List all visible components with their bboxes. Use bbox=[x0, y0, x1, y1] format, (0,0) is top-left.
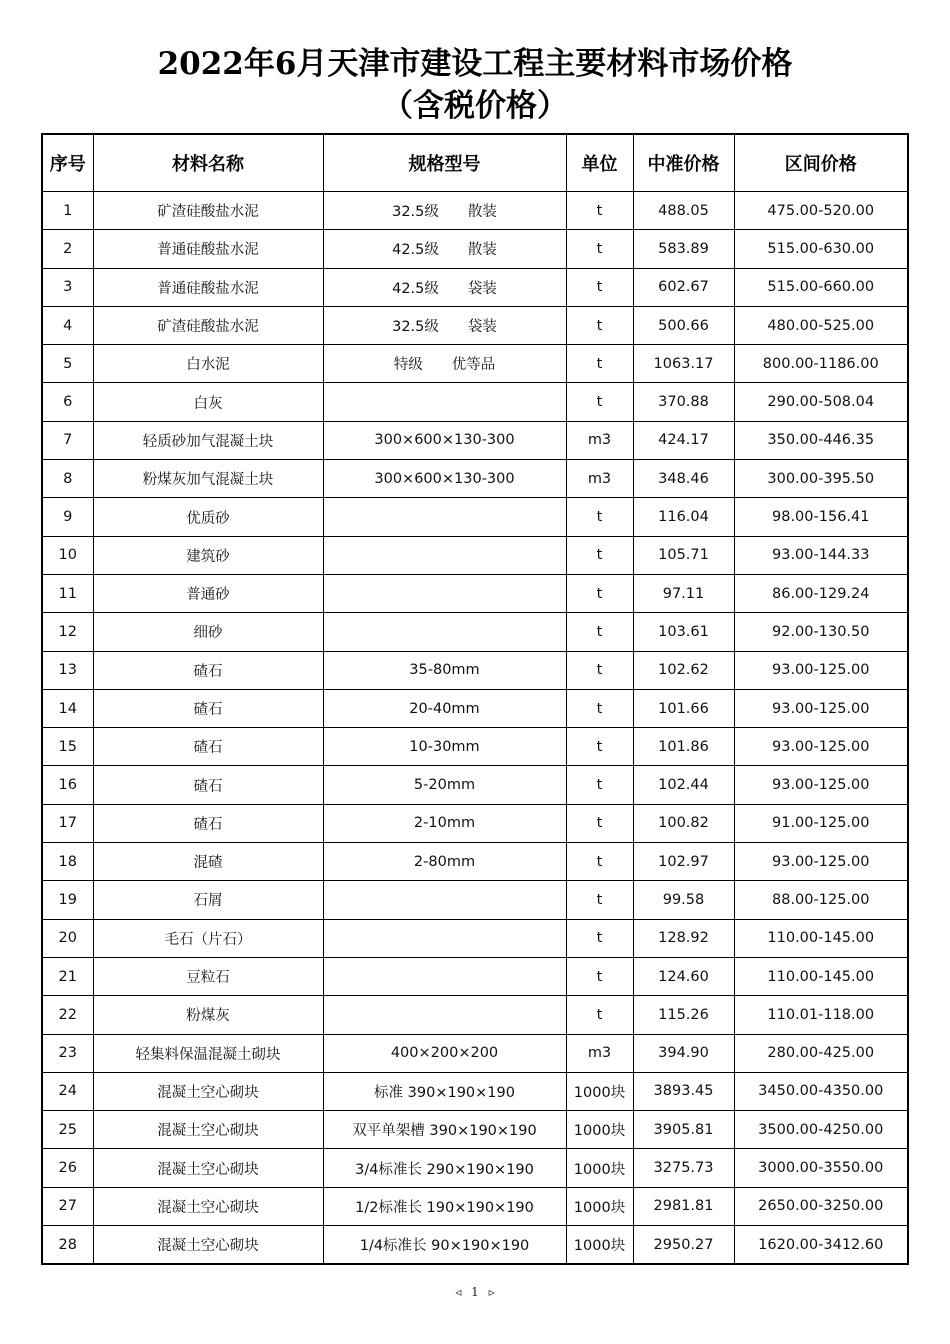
cell-mid-price: 2950.27 bbox=[633, 1226, 734, 1265]
cell-material-name: 轻集料保温混凝土砌块 bbox=[93, 1034, 323, 1072]
cell-price-range: 800.00-1186.00 bbox=[734, 345, 908, 383]
table-row bbox=[42, 881, 908, 919]
cell-index: 6 bbox=[42, 383, 93, 421]
cell-index: 1 bbox=[42, 192, 93, 230]
cell-index: 28 bbox=[42, 1226, 93, 1265]
table-row bbox=[42, 460, 908, 498]
page-subtitle: （含税价格） bbox=[382, 88, 568, 124]
cell-price-range: 3450.00-4350.00 bbox=[734, 1072, 908, 1110]
cell-price-range: 110.00-145.00 bbox=[734, 919, 908, 957]
table-row bbox=[42, 192, 908, 230]
cell-mid-price: 3275.73 bbox=[633, 1149, 734, 1187]
cell-index: 26 bbox=[42, 1149, 93, 1187]
cell-mid-price: 394.90 bbox=[633, 1034, 734, 1072]
cell-spec: 双平单架槽 390×190×190 bbox=[323, 1111, 566, 1149]
cell-spec: 42.5级 散装 bbox=[323, 230, 566, 268]
cell-unit: t bbox=[566, 919, 633, 957]
cell-index: 27 bbox=[42, 1187, 93, 1225]
cell-material-name: 混凝土空心砌块 bbox=[93, 1111, 323, 1149]
cell-material-name: 普通硅酸盐水泥 bbox=[93, 230, 323, 268]
table-row bbox=[42, 957, 908, 995]
table-row bbox=[42, 689, 908, 727]
cell-spec bbox=[323, 996, 566, 1034]
cell-spec: 特级 优等品 bbox=[323, 345, 566, 383]
cell-unit: 1000块 bbox=[566, 1072, 633, 1110]
table-row bbox=[42, 1187, 908, 1225]
cell-material-name: 碴石 bbox=[93, 804, 323, 842]
cell-spec bbox=[323, 383, 566, 421]
cell-price-range: 92.00-130.50 bbox=[734, 613, 908, 651]
table-row bbox=[42, 766, 908, 804]
cell-spec bbox=[323, 957, 566, 995]
table-row bbox=[42, 1072, 908, 1110]
cell-spec: 标准 390×190×190 bbox=[323, 1072, 566, 1110]
cell-mid-price: 370.88 bbox=[633, 383, 734, 421]
table-row bbox=[42, 498, 908, 536]
cell-spec: 2-10mm bbox=[323, 804, 566, 842]
cell-index: 19 bbox=[42, 881, 93, 919]
cell-mid-price: 102.97 bbox=[633, 843, 734, 881]
cell-mid-price: 602.67 bbox=[633, 268, 734, 306]
cell-spec: 300×600×130-300 bbox=[323, 421, 566, 459]
table-row bbox=[42, 230, 908, 268]
cell-price-range: 110.01-118.00 bbox=[734, 996, 908, 1034]
table-row bbox=[42, 613, 908, 651]
cell-mid-price: 583.89 bbox=[633, 230, 734, 268]
cell-spec: 32.5级 袋装 bbox=[323, 306, 566, 344]
cell-material-name: 毛石（片石） bbox=[93, 919, 323, 957]
cell-price-range: 93.00-125.00 bbox=[734, 843, 908, 881]
cell-index: 23 bbox=[42, 1034, 93, 1072]
cell-mid-price: 500.66 bbox=[633, 306, 734, 344]
cell-mid-price: 97.11 bbox=[633, 574, 734, 612]
cell-unit: t bbox=[566, 613, 633, 651]
table-row bbox=[42, 268, 908, 306]
cell-unit: t bbox=[566, 843, 633, 881]
next-page-mark: ▹ bbox=[488, 1285, 495, 1299]
cell-spec: 2-80mm bbox=[323, 843, 566, 881]
cell-index: 10 bbox=[42, 536, 93, 574]
cell-mid-price: 116.04 bbox=[633, 498, 734, 536]
cell-mid-price: 348.46 bbox=[633, 460, 734, 498]
table-row bbox=[42, 421, 908, 459]
cell-index: 11 bbox=[42, 574, 93, 612]
cell-index: 24 bbox=[42, 1072, 93, 1110]
price-table bbox=[41, 133, 909, 1265]
header-spec: 规格型号 bbox=[323, 134, 566, 192]
table-row bbox=[42, 996, 908, 1034]
cell-unit: t bbox=[566, 766, 633, 804]
cell-spec: 20-40mm bbox=[323, 689, 566, 727]
cell-spec bbox=[323, 881, 566, 919]
cell-mid-price: 99.58 bbox=[633, 881, 734, 919]
cell-index: 8 bbox=[42, 460, 93, 498]
cell-price-range: 98.00-156.41 bbox=[734, 498, 908, 536]
cell-price-range: 3500.00-4250.00 bbox=[734, 1111, 908, 1149]
cell-price-range: 91.00-125.00 bbox=[734, 804, 908, 842]
cell-price-range: 300.00-395.50 bbox=[734, 460, 908, 498]
cell-material-name: 普通砂 bbox=[93, 574, 323, 612]
cell-price-range: 93.00-125.00 bbox=[734, 728, 908, 766]
cell-mid-price: 115.26 bbox=[633, 996, 734, 1034]
cell-spec: 400×200×200 bbox=[323, 1034, 566, 1072]
cell-price-range: 290.00-508.04 bbox=[734, 383, 908, 421]
cell-spec: 300×600×130-300 bbox=[323, 460, 566, 498]
cell-spec bbox=[323, 919, 566, 957]
table-row bbox=[42, 919, 908, 957]
cell-unit: t bbox=[566, 345, 633, 383]
cell-price-range: 93.00-144.33 bbox=[734, 536, 908, 574]
cell-price-range: 93.00-125.00 bbox=[734, 766, 908, 804]
header-material-name: 材料名称 bbox=[93, 134, 323, 192]
cell-unit: m3 bbox=[566, 460, 633, 498]
header-index: 序号 bbox=[42, 134, 93, 192]
cell-spec: 1/4标准长 90×190×190 bbox=[323, 1226, 566, 1265]
cell-index: 3 bbox=[42, 268, 93, 306]
cell-material-name: 粉煤灰 bbox=[93, 996, 323, 1034]
cell-spec bbox=[323, 613, 566, 651]
table-row bbox=[42, 536, 908, 574]
cell-index: 20 bbox=[42, 919, 93, 957]
cell-material-name: 石屑 bbox=[93, 881, 323, 919]
cell-price-range: 110.00-145.00 bbox=[734, 957, 908, 995]
cell-material-name: 白灰 bbox=[93, 383, 323, 421]
table-row bbox=[42, 383, 908, 421]
cell-material-name: 碴石 bbox=[93, 689, 323, 727]
cell-price-range: 93.00-125.00 bbox=[734, 689, 908, 727]
cell-index: 14 bbox=[42, 689, 93, 727]
cell-material-name: 普通硅酸盐水泥 bbox=[93, 268, 323, 306]
cell-material-name: 轻质砂加气混凝土块 bbox=[93, 421, 323, 459]
table-row bbox=[42, 1111, 908, 1149]
cell-price-range: 350.00-446.35 bbox=[734, 421, 908, 459]
cell-index: 18 bbox=[42, 843, 93, 881]
cell-index: 7 bbox=[42, 421, 93, 459]
page-footer bbox=[0, 1285, 950, 1299]
cell-mid-price: 124.60 bbox=[633, 957, 734, 995]
cell-unit: t bbox=[566, 536, 633, 574]
cell-price-range: 1620.00-3412.60 bbox=[734, 1226, 908, 1265]
cell-unit: t bbox=[566, 268, 633, 306]
table-row bbox=[42, 345, 908, 383]
cell-mid-price: 128.92 bbox=[633, 919, 734, 957]
cell-unit: 1000块 bbox=[566, 1187, 633, 1225]
cell-material-name: 混凝土空心砌块 bbox=[93, 1226, 323, 1265]
cell-spec: 1/2标准长 190×190×190 bbox=[323, 1187, 566, 1225]
cell-material-name: 细砂 bbox=[93, 613, 323, 651]
cell-unit: 1000块 bbox=[566, 1149, 633, 1187]
cell-price-range: 280.00-425.00 bbox=[734, 1034, 908, 1072]
cell-index: 5 bbox=[42, 345, 93, 383]
cell-material-name: 矿渣硅酸盐水泥 bbox=[93, 306, 323, 344]
header-unit: 单位 bbox=[566, 134, 633, 192]
cell-mid-price: 424.17 bbox=[633, 421, 734, 459]
cell-mid-price: 101.66 bbox=[633, 689, 734, 727]
cell-unit: t bbox=[566, 383, 633, 421]
cell-spec: 35-80mm bbox=[323, 651, 566, 689]
cell-unit: t bbox=[566, 192, 633, 230]
cell-mid-price: 488.05 bbox=[633, 192, 734, 230]
cell-unit: t bbox=[566, 574, 633, 612]
cell-price-range: 480.00-525.00 bbox=[734, 306, 908, 344]
cell-index: 4 bbox=[42, 306, 93, 344]
cell-material-name: 混碴 bbox=[93, 843, 323, 881]
cell-mid-price: 3905.81 bbox=[633, 1111, 734, 1149]
cell-spec: 32.5级 散装 bbox=[323, 192, 566, 230]
cell-spec bbox=[323, 536, 566, 574]
table-row bbox=[42, 1149, 908, 1187]
cell-unit: 1000块 bbox=[566, 1226, 633, 1265]
header-price-range: 区间价格 bbox=[734, 134, 908, 192]
cell-unit: t bbox=[566, 881, 633, 919]
cell-mid-price: 102.44 bbox=[633, 766, 734, 804]
cell-price-range: 2650.00-3250.00 bbox=[734, 1187, 908, 1225]
cell-unit: t bbox=[566, 498, 633, 536]
cell-price-range: 515.00-630.00 bbox=[734, 230, 908, 268]
cell-spec: 10-30mm bbox=[323, 728, 566, 766]
cell-index: 25 bbox=[42, 1111, 93, 1149]
cell-unit: t bbox=[566, 996, 633, 1034]
cell-index: 2 bbox=[42, 230, 93, 268]
page-number: 1 bbox=[471, 1285, 479, 1299]
cell-index: 15 bbox=[42, 728, 93, 766]
prev-page-mark: ◃ bbox=[455, 1285, 462, 1299]
cell-unit: t bbox=[566, 957, 633, 995]
cell-unit: t bbox=[566, 804, 633, 842]
table-header-row bbox=[42, 134, 908, 192]
cell-material-name: 建筑砂 bbox=[93, 536, 323, 574]
table-row bbox=[42, 843, 908, 881]
cell-index: 13 bbox=[42, 651, 93, 689]
cell-material-name: 白水泥 bbox=[93, 345, 323, 383]
cell-material-name: 矿渣硅酸盐水泥 bbox=[93, 192, 323, 230]
cell-index: 21 bbox=[42, 957, 93, 995]
cell-material-name: 碴石 bbox=[93, 766, 323, 804]
cell-unit: 1000块 bbox=[566, 1111, 633, 1149]
cell-material-name: 豆粒石 bbox=[93, 957, 323, 995]
cell-spec: 5-20mm bbox=[323, 766, 566, 804]
cell-price-range: 515.00-660.00 bbox=[734, 268, 908, 306]
table-body bbox=[42, 192, 908, 1265]
cell-mid-price: 101.86 bbox=[633, 728, 734, 766]
cell-mid-price: 102.62 bbox=[633, 651, 734, 689]
table-row bbox=[42, 574, 908, 612]
cell-material-name: 优质砂 bbox=[93, 498, 323, 536]
cell-price-range: 475.00-520.00 bbox=[734, 192, 908, 230]
cell-unit: t bbox=[566, 728, 633, 766]
cell-unit: m3 bbox=[566, 1034, 633, 1072]
cell-mid-price: 105.71 bbox=[633, 536, 734, 574]
cell-unit: m3 bbox=[566, 421, 633, 459]
table-row bbox=[42, 651, 908, 689]
table-row bbox=[42, 1034, 908, 1072]
table-row bbox=[42, 804, 908, 842]
cell-mid-price: 1063.17 bbox=[633, 345, 734, 383]
cell-material-name: 混凝土空心砌块 bbox=[93, 1149, 323, 1187]
cell-unit: t bbox=[566, 306, 633, 344]
page-title: 2022年6月天津市建设工程主要材料市场价格 bbox=[157, 46, 793, 82]
cell-material-name: 粉煤灰加气混凝土块 bbox=[93, 460, 323, 498]
cell-spec: 42.5级 袋装 bbox=[323, 268, 566, 306]
cell-price-range: 88.00-125.00 bbox=[734, 881, 908, 919]
cell-mid-price: 2981.81 bbox=[633, 1187, 734, 1225]
cell-material-name: 碴石 bbox=[93, 651, 323, 689]
table-row bbox=[42, 728, 908, 766]
cell-index: 16 bbox=[42, 766, 93, 804]
cell-index: 12 bbox=[42, 613, 93, 651]
cell-spec bbox=[323, 574, 566, 612]
table-row bbox=[42, 1226, 908, 1265]
cell-unit: t bbox=[566, 651, 633, 689]
cell-index: 17 bbox=[42, 804, 93, 842]
cell-price-range: 93.00-125.00 bbox=[734, 651, 908, 689]
cell-index: 9 bbox=[42, 498, 93, 536]
cell-unit: t bbox=[566, 689, 633, 727]
cell-material-name: 混凝土空心砌块 bbox=[93, 1187, 323, 1225]
table-row bbox=[42, 306, 908, 344]
cell-material-name: 碴石 bbox=[93, 728, 323, 766]
cell-mid-price: 103.61 bbox=[633, 613, 734, 651]
cell-mid-price: 100.82 bbox=[633, 804, 734, 842]
cell-material-name: 混凝土空心砌块 bbox=[93, 1072, 323, 1110]
cell-spec bbox=[323, 498, 566, 536]
cell-price-range: 3000.00-3550.00 bbox=[734, 1149, 908, 1187]
cell-index: 22 bbox=[42, 996, 93, 1034]
header-mid-price: 中准价格 bbox=[633, 134, 734, 192]
cell-mid-price: 3893.45 bbox=[633, 1072, 734, 1110]
cell-spec: 3/4标准长 290×190×190 bbox=[323, 1149, 566, 1187]
cell-unit: t bbox=[566, 230, 633, 268]
cell-price-range: 86.00-129.24 bbox=[734, 574, 908, 612]
